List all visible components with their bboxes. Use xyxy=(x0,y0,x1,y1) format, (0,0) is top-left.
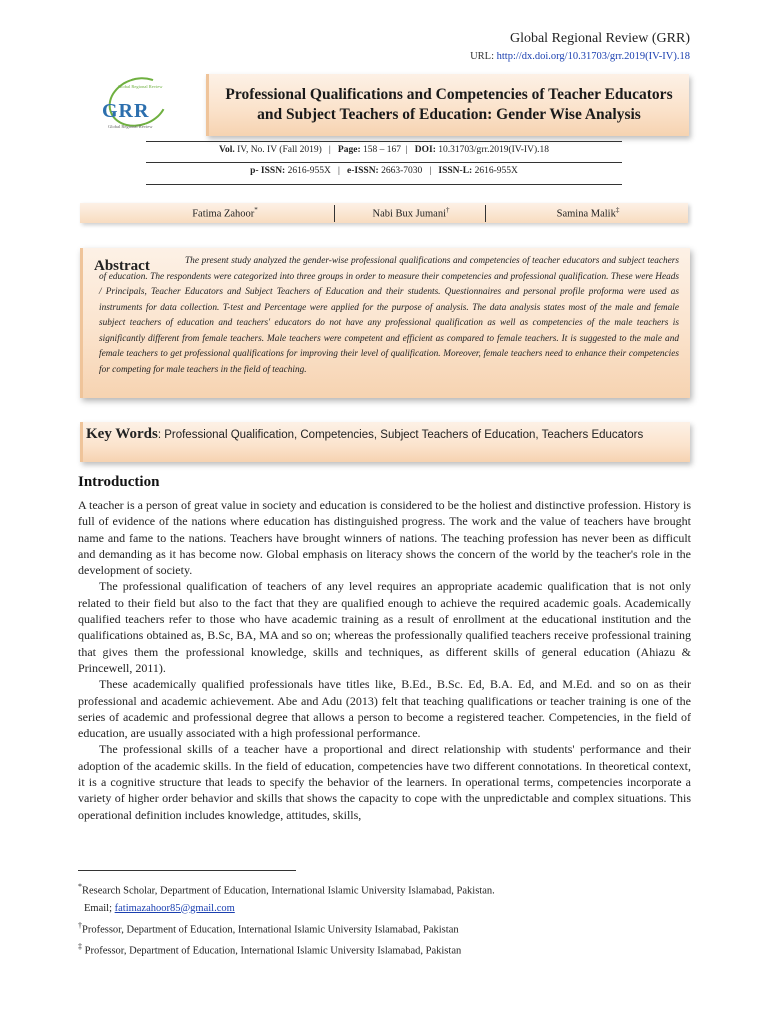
footnote-text: Research Scholar, Department of Education, International Islamic University Islamabad, Pakistan. xyxy=(82,885,495,897)
url-label: URL: xyxy=(470,51,494,62)
issnl-value: 2616-955X xyxy=(474,166,518,176)
meta-separator: | xyxy=(429,166,432,176)
footnote-rule xyxy=(78,870,296,871)
author-2 xyxy=(336,206,486,220)
logo-text: GRR xyxy=(102,100,150,122)
author-name: Fatima Zahoor xyxy=(192,208,255,220)
abstract-text: The present study analyzed the gender-wise professional qualifications and competencies of teacher educators and subject teachers of education. The respondents were categorized into three groups in order to measure their competencies and professional qualification. These were Heads / Principals, Teacher Educators and Subject Teachers of Education and their students. Questionnaires and personal profile proforma were used as instruments for data collection. T-test and Percentage were applied for the purpose of analysis. The data analysis states most of the male and female subject teachers of education and teachers' educators do not have any professional qualification as well as competencies of the male teachers is significantly different from female teachers. Male teachers were competent and efficient as compared to female teachers. It is suggested to the male and female teachers to get professional qualifications for improving their level of qualification. Moreover, female teachers need to enhance their competencies for competing for male teachers in the field of teaching. xyxy=(99,256,679,375)
author-mark: † xyxy=(446,206,450,214)
meta-top-rule xyxy=(146,141,622,142)
footnote-1 xyxy=(78,878,691,900)
body-paragraph: A teacher is a person of great value in society and education is considered to be the holiest and distinctive profession. History is full of evidence of the nations where education has distinguished progress. The work and the value of teachers have brought name and fame to the nations. Teachers have brought winners of nations. The teaching profession has never been as difficult and demanding as it has become now. Global emphasis on literacy shows the concern of the world by the teacher's role in the development of society. xyxy=(78,498,691,578)
introduction-body xyxy=(78,497,691,823)
journal-logo xyxy=(96,76,182,134)
author-1 xyxy=(120,206,330,220)
doi-label: DOI: xyxy=(414,145,436,155)
body-paragraph: These academically qualified professionals have titles like, B.Ed., B.Sc. Ed, B.A. Ed, and M.Ed. and so on as their professional and academic achievement. Abe and Adu (2013) felt that teaching qualifications or teacher training is one of the series of academic and professional degree that allows a person to become a registered teacher. Competencies, in the field of education, are usually associated with a high professional performance. xyxy=(78,677,691,741)
footnote-text: Professor, Department of Education, International Islamic University Islamabad, Pakistan xyxy=(82,945,462,957)
footnote-text: Professor, Department of Education, International Islamic University Islamabad, Pakistan xyxy=(82,924,459,935)
pages-value: 158 – 167 xyxy=(362,145,401,155)
author-divider xyxy=(485,205,486,222)
footnote-mark: † xyxy=(78,920,82,930)
pissn-label: p- ISSN: xyxy=(250,166,286,176)
eissn-value: 2663-7030 xyxy=(381,166,423,176)
page-label: Page: xyxy=(337,145,361,155)
logo-bottom-text: Global Regional Review xyxy=(108,124,153,129)
meta-middle-rule xyxy=(146,162,622,163)
abstract-label: Abstract xyxy=(94,258,150,274)
pissn-value: 2616-955X xyxy=(287,166,331,176)
volume-value: IV, No. IV (Fall 2019) xyxy=(237,145,322,155)
author-name: Samina Malik xyxy=(556,208,616,220)
volume-line xyxy=(100,145,668,155)
author-name: Nabi Bux Jumani xyxy=(372,208,446,220)
footnotes xyxy=(78,878,691,960)
footnote-3 xyxy=(78,938,691,960)
doi-url-link[interactable]: http://dx.doi.org/10.31703/grr.2019(IV-IV).18 xyxy=(496,51,690,62)
body-paragraph: The professional skills of a teacher have a proportional and direct relationship with students' performance and their adoption of the academic skills. In the field of education, competencies have two different connotations. In theoretical context, it is a cognitive structure that leads to specify the behavior of the learners. In operational terms, competencies incorporate a variety of higher order behavior and skills that shows the capacity to cope with the unpredictable and complex situations. This operational definition includes knowledge, attitudes, skills, xyxy=(78,742,691,822)
keywords-label: Key Words xyxy=(86,426,158,442)
footnote-email xyxy=(78,900,691,917)
keywords-text: : Professional Qualification, Competencies, Subject Teachers of Education, Teachers Educators xyxy=(157,429,644,441)
footnote-mark: ‡ xyxy=(78,942,82,951)
author-mark: ‡ xyxy=(615,206,620,214)
meta-bottom-rule xyxy=(146,184,622,185)
footnote-2 xyxy=(78,917,691,939)
eissn-label: e-ISSN: xyxy=(347,166,379,176)
meta-separator: | xyxy=(328,145,331,155)
keywords-panel xyxy=(80,422,690,462)
email-link[interactable]: fatimazahoor85@gmail.com xyxy=(114,902,235,914)
meta-separator: | xyxy=(338,166,340,176)
issnl-label: ISSN-L: xyxy=(438,166,473,176)
doi-value: 10.31703/grr.2019(IV-IV).18 xyxy=(438,145,549,155)
email-label: Email; xyxy=(84,902,112,914)
journal-name: Global Regional Review (GRR) xyxy=(509,31,690,46)
author-3 xyxy=(488,206,688,220)
body-paragraph: The professional qualification of teachers of any level requires an appropriate academic qualification that is not only related to their field but also to the fact that they are qualified enough to achieve the required academic goals. Academically qualified teachers refer to those who have academic training as a result of enrollment at the educational institution and the qualifications obtained as, B.Sc, BA, MA and so on; whereas the professionally qualified teachers receive professional training that gives them the professional knowledge, skills and techniques, as different skills of general education (Ahiazu & Princewell, 2011). xyxy=(78,579,691,675)
author-mark: * xyxy=(254,206,258,214)
meta-separator: | xyxy=(405,145,408,155)
title-panel xyxy=(206,74,689,136)
abstract-panel xyxy=(80,248,690,398)
logo-top-text: Global Regional Review xyxy=(118,84,163,89)
paper-title: Professional Qualifications and Competencies of Teacher Educators and Subject Teachers of Education: Gender Wise Analysis xyxy=(225,86,673,123)
authors-bar xyxy=(80,203,688,223)
issn-line xyxy=(100,166,668,176)
vol-label: Vol. xyxy=(219,145,235,155)
journal-url-line xyxy=(470,51,690,62)
footnote-mark: * xyxy=(78,882,82,891)
section-heading-introduction: Introduction xyxy=(78,474,160,490)
author-divider xyxy=(334,205,335,222)
keywords xyxy=(86,426,676,443)
